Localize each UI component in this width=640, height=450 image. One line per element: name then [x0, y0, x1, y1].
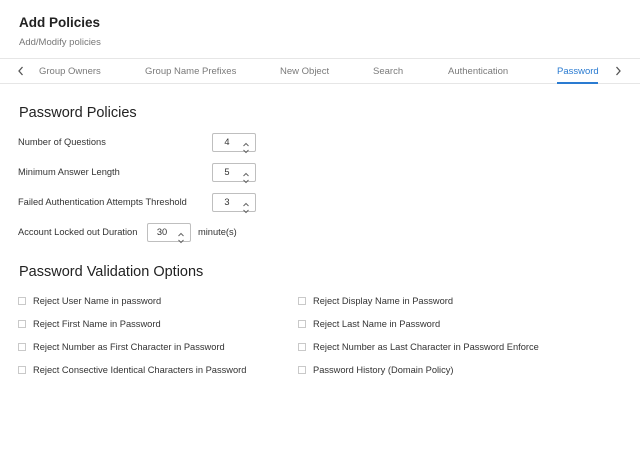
option-label: Reject Number as Last Character in Password Enforce — [313, 342, 539, 352]
account-locked-duration-value[interactable]: 30 — [156, 227, 168, 237]
minimum-answer-length-stepper[interactable] — [212, 163, 256, 182]
option-label: Reject Consective Identical Characters in Password — [33, 365, 247, 375]
number-of-questions-value[interactable]: 4 — [224, 137, 230, 147]
chevron-down-icon[interactable] — [242, 172, 250, 179]
chevron-right-icon[interactable] — [611, 64, 625, 78]
checkbox[interactable] — [298, 343, 306, 351]
checkbox[interactable] — [18, 297, 26, 305]
number-of-questions-stepper[interactable] — [212, 133, 256, 152]
option-label: Reject First Name in Password — [33, 319, 161, 329]
chevron-up-icon[interactable] — [242, 195, 250, 202]
option-label: Reject Last Name in Password — [313, 319, 441, 329]
account-locked-duration-stepper[interactable] — [147, 223, 191, 242]
tab-password[interactable]: Password — [557, 66, 599, 77]
chevron-up-icon[interactable] — [177, 225, 185, 232]
chevron-up-icon[interactable] — [242, 135, 250, 142]
chevron-up-icon[interactable] — [242, 165, 250, 172]
account-locked-duration-label: Account Locked out Duration — [18, 227, 138, 237]
checkbox[interactable] — [298, 366, 306, 374]
tab-group-owners[interactable]: Group Owners — [39, 66, 101, 77]
checkbox[interactable] — [18, 366, 26, 374]
minimum-answer-length-label: Minimum Answer Length — [18, 167, 120, 177]
number-of-questions-label: Number of Questions — [18, 137, 106, 147]
chevron-left-icon[interactable] — [14, 64, 28, 78]
duration-unit-label: minute(s) — [198, 227, 237, 237]
page-subtitle: Add/Modify policies — [19, 37, 101, 48]
checkbox[interactable] — [298, 320, 306, 328]
page-title: Add Policies — [19, 15, 101, 30]
failed-auth-threshold-label: Failed Authentication Attempts Threshold — [18, 197, 187, 207]
option-label: Reject User Name in password — [33, 296, 162, 306]
checkbox[interactable] — [18, 343, 26, 351]
chevron-down-icon[interactable] — [177, 232, 185, 239]
password-policies-title: Password Policies — [19, 105, 137, 121]
checkbox[interactable] — [298, 297, 306, 305]
tab-new-object[interactable]: New Object — [280, 66, 330, 77]
option-label: Reject Number as First Character in Password — [33, 342, 225, 352]
minimum-answer-length-value[interactable]: 5 — [224, 167, 230, 177]
active-tab-indicator — [557, 82, 598, 84]
option-label: Password History (Domain Policy) — [313, 365, 454, 375]
page-header — [0, 0, 640, 58]
chevron-down-icon[interactable] — [242, 142, 250, 149]
option-label: Reject Display Name in Password — [313, 296, 454, 306]
tab-authentication[interactable]: Authentication — [448, 66, 509, 77]
password-validation-title: Password Validation Options — [19, 264, 204, 280]
tab-group-name-prefixes[interactable]: Group Name Prefixes — [145, 66, 237, 77]
failed-auth-threshold-value[interactable]: 3 — [224, 197, 230, 207]
tab-search[interactable]: Search — [373, 66, 404, 77]
checkbox[interactable] — [18, 320, 26, 328]
chevron-down-icon[interactable] — [242, 202, 250, 209]
tab-bar — [0, 58, 640, 84]
failed-auth-threshold-stepper[interactable] — [212, 193, 256, 212]
